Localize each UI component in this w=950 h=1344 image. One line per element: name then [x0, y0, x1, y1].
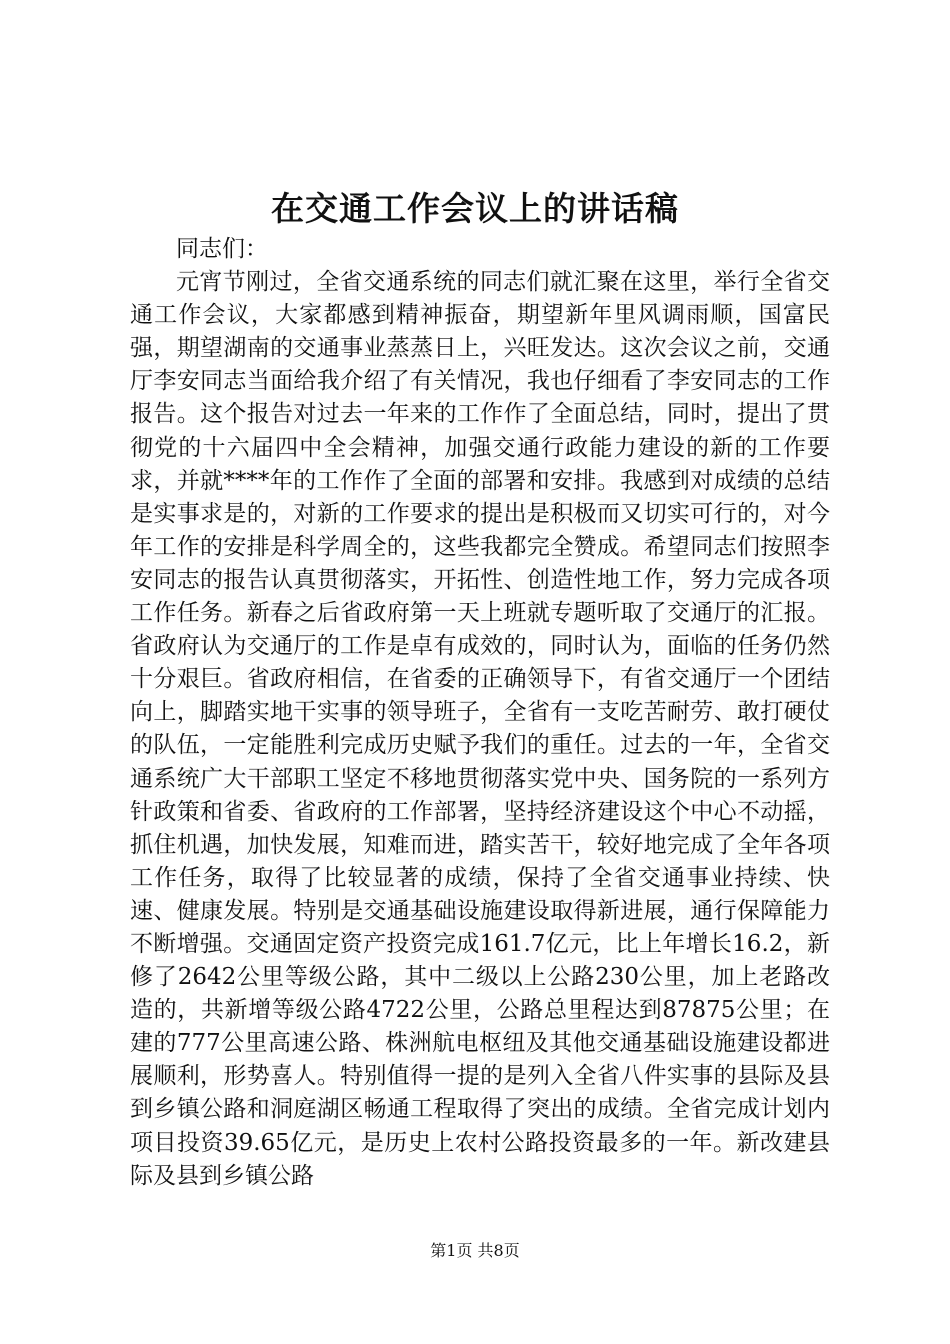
- body-paragraph: 元宵节刚过，全省交通系统的同志们就汇聚在这里，举行全省交通工作会议，大家都感到精神振奋，期望新年里风调雨顺，国富民强，期望湖南的交通事业蒸蒸日上，兴旺发达。这次会议之前，交通厅李安同志当面给我介绍了有关情况，我也仔细看了李安同志的工作报告。这个报告对过去一年来的工作作了全面总结，同时，提出了贯彻党的十六届四中全会精神，加强交通行政能力建设的新的工作要求，并就****年的工作作了全面的部署和安排。我感到对成绩的总结是实事求是的，对新的工作要求的提出是积极而又切实可行的，对今年工作的安排是科学周全的，这些我都完全赞成。希望同志们按照李安同志的报告认真贯彻落实，开拓性、创造性地工作，努力完成各项工作任务。新春之后省政府第一天上班就专题听取了交通厅的汇报。省政府认为交通厅的工作是卓有成效的，同时认为，面临的任务仍然十分艰巨。省政府相信，在省委的正确领导下，有省交通厅一个团结向上，脚踏实地干实事的领导班子，全省有一支吃苦耐劳、敢打硬仗的队伍，一定能胜利完成历史赋予我们的重任。过去的一年，全省交通系统广大干部职工坚定不移地贯彻落实党中央、国务院的一系列方针政策和省委、省政府的工作部署，坚持经济建设这个中心不动摇，抓住机遇，加快发展，知难而进，踏实苦干，较好地完成了全年各项工作任务，取得了比较显著的成绩，保持了全省交通事业持续、快速、健康发展。特别是交通基础设施建设取得新进展，通行保障能力不断增强。交通固定资产投资完成161.7亿元，比上年增长16.2，新修了2642公里等级公路，其中二级以上公路230公里，加上老路改造的，共新增等级公路4722公里，公路总里程达到87875公里；在建的777公里高速公路、株洲航电枢纽及其他交通基础设施建设都进展顺利，形势喜人。特别值得一提的是列入全省八件实事的县际及县到乡镇公路和洞庭湖区畅通工程取得了突出的成绩。全省完成计划内项目投资39.65亿元，是历史上农村公路投资最多的一年。新改建县际及县到乡镇公路: [130, 269, 830, 1189]
- document-title: 在交通工作会议上的讲话稿: [271, 189, 679, 228]
- page-number: 第1页 共8页: [430, 1241, 520, 1260]
- document-body: [130, 233, 830, 1193]
- salutation: 同志们：: [176, 236, 268, 262]
